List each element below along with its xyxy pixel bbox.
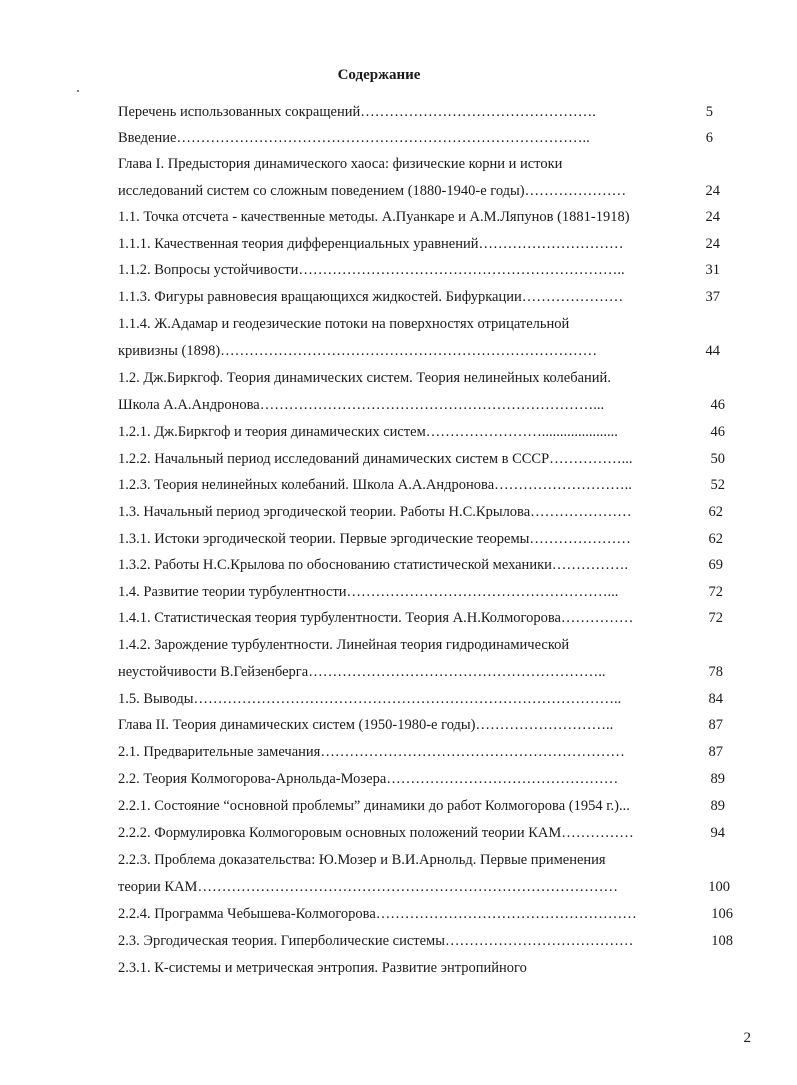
- toc-page-number: 46: [710, 424, 725, 440]
- toc-entry-line: 2.2. Теория Колмогорова-Арнольда-Мозера…………………………………………: [118, 771, 619, 787]
- toc-page-number: 24: [705, 209, 720, 225]
- toc-page-number: 24: [705, 183, 720, 199]
- toc-entry-line: 1.4.2. Зарождение турбулентности. Линейная теория гидродинамической: [118, 637, 570, 653]
- toc-entry-line: 1.2.3. Теория нелинейных колебаний. Школа А.А.Андронова………………………..: [118, 477, 632, 493]
- toc-entry-line: 2.2.4. Программа Чебышева-Колмогорова………………………………………………: [118, 906, 637, 922]
- toc-entry-line: 2.1. Предварительные замечания………………………………………………………: [118, 744, 625, 760]
- page-number: 2: [743, 1030, 751, 1046]
- toc-entry-line: 2.2.2. Формулировка Колмогоровым основных положений теории КАМ……………: [118, 825, 634, 841]
- toc-page-number: 89: [710, 771, 725, 787]
- toc-entry-line: 1.4.1. Статистическая теория турбулентности. Теория А.Н.Колмогорова……………: [118, 610, 634, 626]
- toc-entry-line: Глава II. Теория динамических систем (1950-1980-е годы)………………………..: [118, 717, 614, 733]
- toc-page-number: 106: [711, 906, 733, 922]
- toc-page-number: 24: [705, 236, 720, 252]
- toc-page-number: 62: [708, 531, 723, 547]
- toc-entry-line: Школа А.А.Андронова……………………………………………………………...: [118, 397, 605, 413]
- toc-page-number: 69: [708, 557, 723, 573]
- toc-page-number: 72: [708, 610, 723, 626]
- toc-page-number: 44: [705, 343, 720, 359]
- toc-entry-line: теории КАМ……………………………………………………………………………: [118, 879, 618, 895]
- toc-entry-line: 1.2.1. Дж.Биркгоф и теория динамических систем…………………….....................: [118, 424, 618, 440]
- toc-page-number: 87: [708, 717, 723, 733]
- toc-page-number: 50: [710, 451, 725, 467]
- scan-speck: [77, 90, 79, 92]
- toc-page-number: 52: [710, 477, 725, 493]
- toc-entry-line: 1.1. Точка отсчета - качественные методы. А.Пуанкаре и А.М.Ляпунов (1881-1918): [118, 209, 630, 225]
- toc-page-number: 37: [705, 289, 720, 305]
- toc-entry-line: 1.5. Выводы……………………………………………………………………………..: [118, 691, 622, 707]
- toc-page-number: 87: [708, 744, 723, 760]
- toc-page-number: 6: [705, 130, 713, 146]
- toc-entry-line: Введение…………………………………………………………………………..: [118, 130, 590, 146]
- toc-entry-line: 1.4. Развитие теории турбулентности………………………………………………...: [118, 584, 619, 600]
- toc-entry-line: 1.1.3. Фигуры равновесия вращающихся жидкостей. Бифуркации…………………: [118, 289, 624, 305]
- toc-page-number: 94: [710, 825, 725, 841]
- toc-entry-line: 1.3. Начальный период эргодической теории. Работы Н.С.Крылова…………………: [118, 504, 632, 520]
- toc-page-number: 46: [710, 397, 725, 413]
- toc-page-number: 78: [708, 664, 723, 680]
- toc-entry-line: Перечень использованных сокращений………………………………………….: [118, 104, 596, 120]
- toc-entry-line: 1.3.2. Работы Н.С.Крылова по обоснованию статистической механики…………….: [118, 557, 629, 573]
- toc-page-number: 108: [711, 933, 733, 949]
- toc-entry-line: 2.2.3. Проблема доказательства: Ю.Мозер и В.И.Арнольд. Первые применения: [118, 852, 606, 868]
- page-title: Содержание: [337, 67, 421, 83]
- toc-entry-line: неустойчивости В.Гейзенберга……………………………………………………..: [118, 664, 606, 680]
- toc-page-number: 84: [708, 691, 723, 707]
- toc-page-number: 5: [705, 104, 713, 120]
- toc-entry-line: 2.2.1. Состояние “основной проблемы” динамики до работ Колмогорова (1954 г.)...: [118, 798, 630, 814]
- toc-page-number: 100: [708, 879, 730, 895]
- toc-entry-line: кривизны (1898)……………………………………………………………………: [118, 343, 598, 359]
- toc-entry-line: 2.3.1. К-системы и метрическая энтропия. Развитие энтропийного: [118, 960, 527, 976]
- toc-entry-line: 1.2. Дж.Биркгоф. Теория динамических систем. Теория нелинейных колебаний.: [118, 370, 611, 386]
- toc-page-number: 89: [710, 798, 725, 814]
- toc-page-number: 62: [708, 504, 723, 520]
- toc-page-number: 72: [708, 584, 723, 600]
- toc-entry-line: Глава I. Предыстория динамического хаоса: физические корни и истоки: [118, 156, 563, 172]
- toc-page-number: 31: [705, 262, 720, 278]
- toc-entry-line: 1.1.1. Качественная теория дифференциальных уравнений…………………………: [118, 236, 624, 252]
- toc-entry-line: 1.1.4. Ж.Адамар и геодезические потоки на поверхностях отрицательной: [118, 316, 570, 332]
- toc-entry-line: исследований систем со сложным поведением (1880-1940-е годы)…………………: [118, 183, 627, 199]
- toc-entry-line: 1.2.2. Начальный период исследований динамических систем в СССР……………...: [118, 451, 633, 467]
- toc-entry-line: 1.3.1. Истоки эргодической теории. Первые эргодические теоремы…………………: [118, 531, 631, 547]
- toc-entry-line: 2.3. Эргодическая теория. Гиперболические системы…………………………………: [118, 933, 634, 949]
- toc-entry-line: 1.1.2. Вопросы устойчивости…………………………………………………………..: [118, 262, 625, 278]
